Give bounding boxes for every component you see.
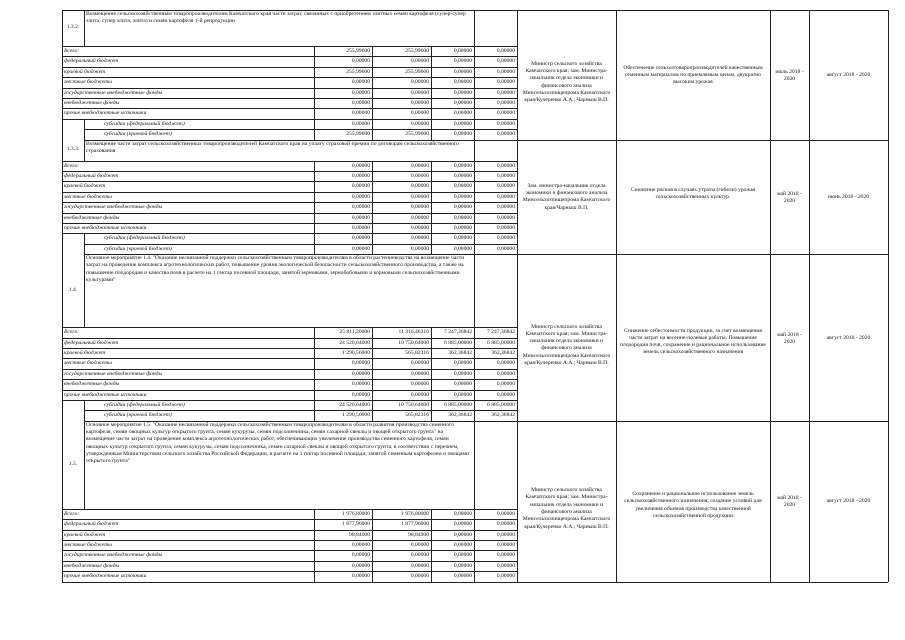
numeric-column-rule: [474, 46, 475, 140]
cell-value-c4: 0,00000: [496, 183, 515, 190]
cell-value-c2: 10 750,64000: [398, 402, 429, 408]
cell-value-c3: 0,00000: [453, 58, 472, 65]
indent-rule: [84, 410, 85, 420]
row-rule: [62, 561, 517, 562]
cell-value-c3: 0,00000: [453, 542, 472, 548]
row-label: Всего:: [64, 162, 80, 169]
row-rule: [62, 390, 517, 391]
table-left-border: [62, 10, 63, 582]
row-label: субсидии (краевой бюджет): [104, 245, 172, 252]
row-label: государственные внебюджетные фонды: [64, 204, 163, 211]
section-title: Возмещение сельскохозяйственным товаропроизводителям Камчатского края части затрат, связанных с приобретением элитных семян картофеля (супер-супер элита, супер элита, элита) и семян картофеля 1-й репродукции: [86, 11, 466, 25]
right-column-rule: [517, 140, 518, 255]
right-column-rule: [809, 140, 810, 255]
cell-value-c4: 0,00000: [496, 110, 515, 117]
cell-value-c2: 255,99600: [405, 68, 429, 75]
row-rule: [62, 582, 517, 583]
cell-value-c1: 0,00000: [351, 381, 370, 388]
cell-value-c3: 362,36842: [448, 350, 472, 356]
cell-value-c4: 0,00000: [496, 193, 515, 200]
responsible-executor: Министр сельского хозяйства Камчатского края; зам. Министра-начальник отдела экономики и финансового анализа Минсельхозпищепрома Камчатского края/Кучеренко А.А.; Чарныш В.П.: [522, 487, 611, 530]
responsible-executor: Зам. министра-начальник отдела экономики и финансового анализа Минсельхозпищепрома Камчатского края/Чарныш В.П.: [522, 182, 611, 211]
cell-value-c1: 24 520,64000: [339, 339, 370, 346]
implementation-period: август 2018 - 2020: [826, 334, 871, 341]
cell-value-c3: 0,00000: [453, 48, 472, 54]
cell-value-c2: 0,00000: [410, 204, 429, 211]
implementation-term: июль 2018 - 2020: [775, 68, 804, 83]
row-label: внебюджетные фонды: [64, 562, 120, 569]
row-label: краевой бюджет: [64, 350, 106, 356]
cell-value-c4: 0,00000: [496, 235, 515, 242]
row-rule: [62, 400, 517, 401]
cell-value-c2: 11 316,46316: [398, 329, 429, 336]
cell-value-c2: 0,00000: [410, 193, 429, 200]
cell-value-c3: 0,00000: [453, 391, 472, 398]
cell-value-c4: 0,00000: [496, 162, 515, 169]
cell-value-c1: 0,00000: [351, 79, 370, 86]
cell-value-c1: 255,99600: [346, 131, 370, 138]
cell-value-c1: 1 877,96000: [342, 521, 370, 528]
cell-value-c1: 0,00000: [351, 120, 370, 127]
cell-value-c1: 0,00000: [351, 100, 370, 106]
cell-value-c3: 0,00000: [453, 552, 472, 559]
implementation-period: август 2018 - 2020: [826, 498, 871, 505]
cell-value-c1: 255,99600: [346, 48, 370, 54]
numeric-column-rule: [431, 161, 432, 255]
section-bottom-rule: [517, 421, 888, 422]
cell-value-c2: 1 976,80000: [401, 510, 429, 517]
cell-value-c1: 24 520,64000: [339, 402, 370, 408]
cell-value-c2: 0,00000: [410, 225, 429, 231]
row-label: внебюджетные фонды: [64, 214, 120, 221]
cell-value-c3: 6 885,00000: [444, 402, 472, 408]
numeric-column-rule: [314, 46, 315, 140]
section-title-left-rule: [84, 10, 85, 46]
section-title-right-rule: [474, 421, 475, 509]
table-right-border: [888, 10, 889, 582]
numeric-column-rule: [474, 509, 475, 582]
cell-value-c1: 0,00000: [351, 245, 370, 252]
cell-value-c4: 0,00000: [496, 562, 515, 569]
cell-value-c4: 0,00000: [496, 360, 515, 367]
cell-value-c4: 0,00000: [496, 120, 515, 127]
section-title-right-rule: [474, 254, 475, 327]
row-label: государственные внебюджетные фонды: [64, 89, 163, 96]
row-rule: [62, 171, 517, 172]
cell-value-c4: 0,00000: [496, 391, 515, 398]
section-title-left-rule: [84, 140, 85, 161]
numeric-column-rule: [431, 509, 432, 582]
row-label: местные бюджеты: [64, 79, 112, 86]
row-rule: [62, 56, 517, 57]
cell-value-c1: 1 290,56000: [342, 350, 370, 356]
row-label: местные бюджеты: [64, 542, 112, 548]
responsible-executor: Министр сельского хозяйства Камчатского края; зам. Министра-начальник отдела экономики и финансового анализа Минсельхозпищепрома Камчатского края/Кучеренко А.А.; Чарныш В.П.: [522, 323, 611, 366]
row-label: местные бюджеты: [64, 193, 112, 200]
cell-value-c2: 0,00000: [410, 183, 429, 190]
row-rule: [62, 358, 517, 359]
cell-value-c2: 565,82316: [405, 412, 429, 419]
expected-result: Снижение рисков в случаях утраты (гибели) урожая сельскохозяйственных культур.: [630, 186, 756, 201]
right-column-rule: [770, 140, 771, 255]
row-label: прочие внебюджетные источники: [64, 391, 147, 398]
implementation-period: июнь 2018 - 2020: [827, 193, 870, 200]
row-rule: [62, 519, 517, 520]
row-rule: [62, 223, 517, 224]
row-label: краевой бюджет: [64, 68, 106, 75]
right-column-rule: [517, 254, 518, 421]
cell-value-c1: 255,99600: [346, 68, 370, 75]
cell-value-c4: 362,36842: [491, 412, 515, 419]
cell-value-c1: 0,00000: [351, 573, 370, 580]
cell-value-c2: 0,00000: [410, 360, 429, 367]
expected-result: Снижение себестоимости продукции, за счет возмещения части затрат на весенне-полевые работы. Повышение плодородия почв, сохранение и рациональное использование земель сельскохозяйственного назначения: [620, 327, 766, 356]
cell-value-c3: 362,36842: [448, 412, 472, 419]
right-column-rule: [616, 10, 617, 140]
row-rule: [62, 379, 517, 380]
cell-value-c4: 0,00000: [496, 58, 515, 65]
row-rule: [84, 244, 517, 245]
cell-value-c4: 0,00000: [496, 79, 515, 86]
cell-value-c2: 0,00000: [410, 573, 429, 580]
cell-value-c1: 0,00000: [351, 552, 370, 559]
row-label: государственные внебюджетные фонды: [64, 370, 163, 377]
cell-value-c1: 0,00000: [351, 360, 370, 367]
cell-value-c4: 0,00000: [496, 510, 515, 517]
cell-value-c4: 0,00000: [496, 531, 515, 538]
row-label: прочие внебюджетные источники: [64, 110, 147, 117]
cell-value-c2: 0,00000: [410, 79, 429, 86]
section-bottom-rule: [517, 582, 888, 583]
cell-value-c2: 0,00000: [410, 214, 429, 221]
section-code: 1.5.: [68, 460, 78, 467]
row-label: субсидии (краевой бюджет): [104, 412, 172, 419]
cell-value-c3: 0,00000: [453, 100, 472, 106]
section-title-left-rule: [84, 254, 85, 327]
cell-value-c4: 0,00000: [496, 214, 515, 221]
row-label: краевой бюджет: [64, 531, 106, 538]
cell-value-c2: 0,00000: [410, 58, 429, 65]
indent-rule: [84, 400, 85, 410]
cell-value-c4: 7 247,36842: [487, 329, 515, 336]
right-column-rule: [809, 254, 810, 421]
row-label: краевой бюджет: [64, 183, 106, 190]
numeric-column-rule: [372, 327, 373, 421]
cell-value-c3: 0,00000: [453, 360, 472, 367]
cell-value-c1: 98,84000: [349, 531, 370, 538]
section-title-bottom-rule: [62, 161, 517, 162]
row-rule: [62, 67, 517, 68]
numeric-column-rule: [314, 509, 315, 582]
section-title-right-rule: [474, 140, 475, 161]
cell-value-c4: 0,00000: [496, 573, 515, 580]
cell-value-c3: 0,00000: [453, 381, 472, 388]
indent-rule: [84, 129, 85, 139]
cell-value-c3: 0,00000: [453, 162, 472, 169]
cell-value-c1: 0,00000: [351, 542, 370, 548]
cell-value-c3: 0,00000: [453, 531, 472, 538]
cell-value-c4: 6 885,00000: [487, 339, 515, 346]
cell-value-c3: 0,00000: [453, 521, 472, 528]
row-rule: [62, 98, 517, 99]
row-rule: [62, 213, 517, 214]
cell-value-c2: 0,00000: [410, 162, 429, 169]
row-label: Всего:: [64, 510, 80, 517]
cell-value-c1: 0,00000: [351, 58, 370, 65]
row-rule: [62, 530, 517, 531]
cell-value-c3: 0,00000: [453, 235, 472, 242]
row-rule: [62, 348, 517, 349]
row-rule: [62, 192, 517, 193]
cell-value-c4: 0,00000: [496, 131, 515, 138]
indent-rule: [84, 119, 85, 129]
expected-result: Сохранение и рациональное использование земель сельскохозяйственного назначения, создание условий для увеличения объемов производства качественной сельскохозяйственной продукции: [624, 491, 762, 520]
cell-value-c1: 0,00000: [351, 562, 370, 569]
row-label: субсидии (федеральный бюджет): [104, 402, 185, 408]
cell-value-c3: 6 885,00000: [444, 339, 472, 346]
cell-value-c1: 0,00000: [351, 173, 370, 179]
numeric-column-rule: [314, 161, 315, 255]
row-label: субсидии (федеральный бюджет): [104, 235, 185, 242]
cell-value-c3: 0,00000: [453, 573, 472, 580]
section-title-right-rule: [474, 10, 475, 46]
cell-value-c4: 0,00000: [496, 204, 515, 211]
cell-value-c3: 0,00000: [453, 204, 472, 211]
cell-value-c1: 0,00000: [351, 370, 370, 377]
cell-value-c4: 0,00000: [496, 521, 515, 528]
row-label: федеральный бюджет: [64, 58, 119, 65]
cell-value-c1: 0,00000: [351, 183, 370, 190]
section-code: 1.3.2.: [66, 24, 80, 30]
row-label: внебюджетные фонды: [64, 100, 120, 106]
implementation-term: май 2018 - 2020: [777, 190, 802, 205]
cell-value-c2: 0,00000: [410, 120, 429, 127]
numeric-column-rule: [372, 46, 373, 140]
cell-value-c3: 0,00000: [453, 79, 472, 86]
section-title-bottom-rule: [62, 509, 517, 510]
section-title-bottom-rule: [62, 327, 517, 328]
row-rule: [62, 338, 517, 339]
row-rule: [62, 88, 517, 89]
right-column-rule: [770, 10, 771, 140]
implementation-term: май 2018 - 2020: [777, 331, 802, 345]
numeric-column-rule: [372, 509, 373, 582]
indent-rule: [84, 244, 85, 254]
responsible-executor: Министр сельского хозяйства Камчатского края; зам. Министра-начальник отдела экономики и финансового анализа Минсельхозпищепрома Камчатского края/Кучеренко А.А.; Чарныш В.П.: [522, 60, 611, 104]
cell-value-c1: 1 290,56000: [342, 412, 370, 419]
cell-value-c2: 98,84000: [408, 531, 429, 538]
cell-value-c2: 0,00000: [410, 542, 429, 548]
cell-value-c4: 362,36842: [491, 350, 515, 356]
row-rule: [62, 77, 517, 78]
cell-value-c4: 0,00000: [496, 381, 515, 388]
cell-value-c3: 0,00000: [453, 68, 472, 75]
cell-value-c3: 0,00000: [453, 183, 472, 190]
cell-value-c2: 0,00000: [410, 245, 429, 252]
cell-value-c3: 0,00000: [453, 131, 472, 138]
cell-value-c3: 0,00000: [453, 193, 472, 200]
cell-value-c4: 0,00000: [496, 89, 515, 96]
right-column-rule: [809, 10, 810, 140]
section-bottom-rule: [517, 140, 888, 141]
numeric-column-rule: [314, 327, 315, 421]
cell-value-c4: 0,00000: [496, 370, 515, 377]
right-column-rule: [517, 421, 518, 582]
section-code: 1.4.: [68, 286, 78, 293]
cell-value-c2: 0,00000: [410, 381, 429, 388]
right-column-rule: [616, 140, 617, 255]
cell-value-c1: 0,00000: [351, 214, 370, 221]
row-label: федеральный бюджет: [64, 173, 119, 179]
cell-value-c2: 0,00000: [410, 552, 429, 559]
cell-value-c3: 0,00000: [453, 225, 472, 231]
cell-value-c4: 6 885,00000: [487, 402, 515, 408]
row-label: местные бюджеты: [64, 360, 112, 367]
section-title-bottom-rule: [62, 46, 517, 47]
indent-rule: [84, 233, 85, 243]
row-rule: [62, 369, 517, 370]
row-rule: [62, 540, 517, 541]
right-column-rule: [616, 254, 617, 421]
right-column-rule: [517, 10, 518, 140]
cell-value-c3: 7 247,36842: [444, 329, 472, 336]
row-label: государственные внебюджетные фонды: [64, 552, 163, 559]
section-title: Возмещение части затрат сельскохозяйственных товаропроизводителей Камчатского края на уплату страховой премии по договорам сельскохозяйственного страхования: [86, 140, 459, 154]
cell-value-c4: 0,00000: [496, 68, 515, 75]
row-label: Всего:: [64, 48, 80, 54]
cell-value-c2: 0,00000: [410, 89, 429, 96]
cell-value-c3: 0,00000: [453, 120, 472, 127]
cell-value-c2: 0,00000: [410, 370, 429, 377]
numeric-column-rule: [431, 327, 432, 421]
cell-value-c2: 0,00000: [410, 391, 429, 398]
numeric-column-rule: [372, 161, 373, 255]
cell-value-c2: 0,00000: [410, 562, 429, 569]
right-column-rule: [770, 421, 771, 582]
section-bottom-rule: [517, 254, 888, 255]
cell-value-c3: 0,00000: [453, 173, 472, 179]
cell-value-c2: 0,00000: [410, 110, 429, 117]
right-column-rule: [616, 421, 617, 582]
section-title: Основное мероприятие 1.4. "Оказание несвязанной поддержки сельскохозяйственным товаропроизводителям в области растениеводства на возмещение части затрат на проведение комплекса агротехнологических работ, повышение уровня экологической безопасности сельскохозяйственного производства, а также на повышение плодородия и качества почв в расчете на 1 гектар посевной площади, занятой зерновыми, зернобобовыми и кормовыми сельскохозяйственными культурами": [86, 255, 465, 284]
cell-value-c3: 0,00000: [453, 510, 472, 517]
cell-value-c3: 0,00000: [453, 110, 472, 117]
row-label: прочие внебюджетные источники: [64, 225, 147, 231]
cell-value-c4: 0,00000: [496, 552, 515, 559]
cell-value-c4: 0,00000: [496, 48, 515, 54]
cell-value-c1: 25 811,20000: [339, 329, 370, 336]
budget-table-sheet: [62, 10, 888, 630]
implementation-period: август 2018 - 2020: [826, 71, 871, 78]
cell-value-c2: 255,99600: [405, 131, 429, 138]
row-rule: [62, 119, 517, 120]
cell-value-c2: 0,00000: [410, 173, 429, 179]
cell-value-c1: 0,00000: [351, 204, 370, 211]
row-label: федеральный бюджет: [64, 339, 119, 346]
cell-value-c2: 0,00000: [410, 100, 429, 106]
row-label: федеральный бюджет: [64, 521, 119, 528]
numeric-column-rule: [474, 327, 475, 421]
cell-value-c2: 565,82316: [405, 350, 429, 356]
row-label: Всего:: [64, 329, 80, 336]
cell-value-c2: 0,00000: [410, 235, 429, 242]
expected-result: Обеспечение сельхозтоваропроизводителей качественным семенным материалом по приемлемым ценам, двукратно высоким урожая: [623, 64, 763, 86]
numeric-column-rule: [474, 161, 475, 255]
cell-value-c3: 0,00000: [453, 214, 472, 221]
cell-value-c1: 0,00000: [351, 391, 370, 398]
section-title-left-rule: [84, 421, 85, 509]
cell-value-c2: 1 877,96000: [401, 521, 429, 528]
row-label: внебюджетные фонды: [64, 381, 120, 388]
cell-value-c4: 0,00000: [496, 245, 515, 252]
cell-value-c3: 0,00000: [453, 245, 472, 252]
row-rule: [62, 181, 517, 182]
cell-value-c3: 0,00000: [453, 370, 472, 377]
right-column-rule: [770, 254, 771, 421]
cell-value-c1: 0,00000: [351, 162, 370, 169]
cell-value-c1: 0,00000: [351, 225, 370, 231]
cell-value-c1: 0,00000: [351, 235, 370, 242]
row-label: прочие внебюджетные источники: [64, 573, 147, 580]
cell-value-c1: 1 976,80000: [342, 510, 370, 517]
row-label: субсидии (федеральный бюджет): [104, 120, 185, 127]
cell-value-c2: 10 750,64000: [398, 339, 429, 346]
cell-value-c4: 0,00000: [496, 173, 515, 179]
cell-value-c1: 0,00000: [351, 193, 370, 200]
cell-value-c2: 255,99600: [405, 48, 429, 54]
cell-value-c3: 0,00000: [453, 562, 472, 569]
row-label: субсидии (краевой бюджет): [104, 131, 172, 138]
section-code: 1.3.3.: [66, 146, 80, 153]
numeric-column-rule: [431, 46, 432, 140]
section-title: Основное мероприятие 1.5. "Оказание несвязанной поддержки сельскохозяйственным товаропроизводителям в области развития производства семенного картофеля, семян овощных культур открытого грунта, семян кукурузы, семян подсолнечника, семян сахарной свеклы и овощей открытого грунта" на возмещение части затрат на проведение комплекса агротехнологических работ, обеспечивающих увеличение производства семенного картофеля, семян овощных культур открытого грунта, семян кукурузы, семян подсолнечника, семян сахарной свеклы и овощей открытого грунта, в соответствии с перечнем, утвержденным Министерством сельского хозяйства Российской Федерации, в расчете на 1 гектар посевной площади, занятой семенным картофелем и овощами открытого грунта": [86, 421, 469, 465]
implementation-term: май 2018 - 2020: [777, 495, 802, 509]
right-column-rule: [809, 421, 810, 582]
cell-value-c4: 0,00000: [496, 542, 515, 548]
cell-value-c4: 0,00000: [496, 225, 515, 231]
cell-value-c4: 0,00000: [496, 100, 515, 106]
cell-value-c1: 0,00000: [351, 110, 370, 117]
cell-value-c1: 0,00000: [351, 89, 370, 96]
cell-value-c3: 0,00000: [453, 89, 472, 96]
